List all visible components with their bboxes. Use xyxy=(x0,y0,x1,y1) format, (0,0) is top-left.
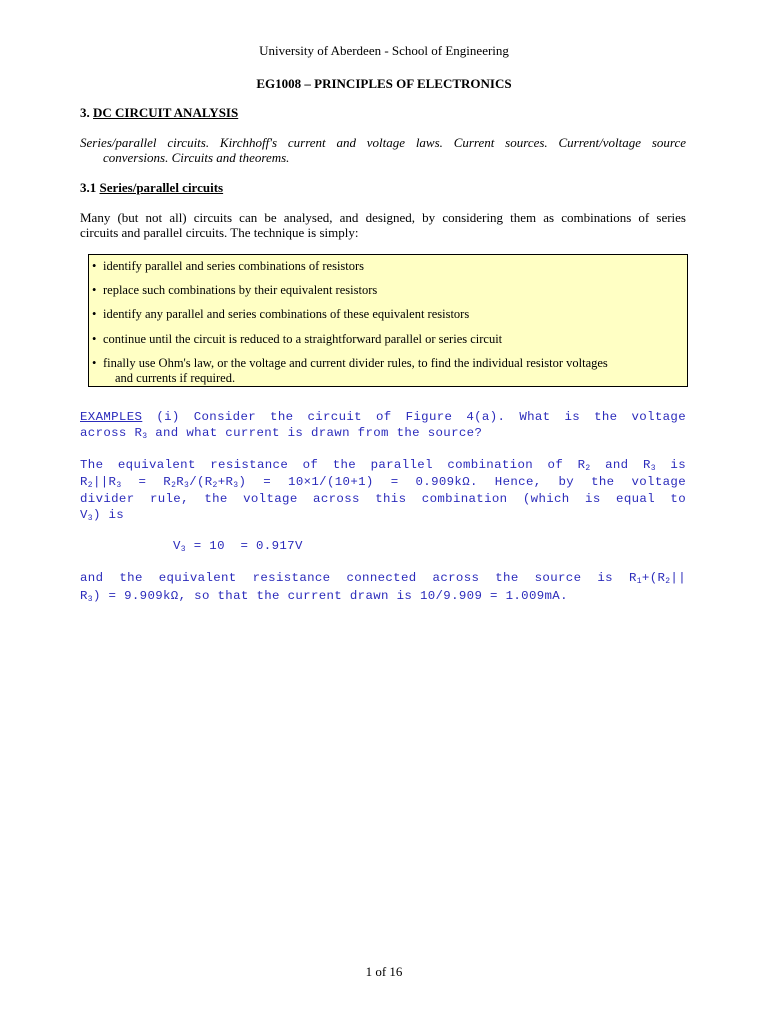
bullet-item: • identify any parallel and series combinations of these equivalent resistors xyxy=(92,307,470,321)
bullet-item: • replace such combinations by their equivalent resistors xyxy=(92,283,378,297)
bullet-icon: • xyxy=(92,332,97,346)
bullet-icon: • xyxy=(92,307,97,321)
section-number: 3. xyxy=(80,105,90,120)
voltage-equation: $V_3 = 10 = 0.917V$ xyxy=(173,539,303,554)
bullet-item: • identify parallel and series combinations of resistors xyxy=(92,259,365,273)
bullet-icon: • xyxy=(92,259,97,273)
example-answer-line4: $V_3$) is xyxy=(80,508,125,523)
subsection-title: Series/parallel circuits xyxy=(99,180,224,195)
bullet-icon: • xyxy=(92,283,97,297)
subsection-heading xyxy=(80,180,223,195)
section-synopsis-line2: conversions. Circuits and theorems. xyxy=(103,150,290,165)
course-title: EG1008 – PRINCIPLES OF ELECTRONICS xyxy=(256,76,512,91)
section-heading xyxy=(80,105,238,120)
example-answer-line1: The equivalent resistance of the parallel combination of $R_2$ and $R_3$ is xyxy=(80,458,686,473)
examples-label: EXAMPLES xyxy=(80,410,143,424)
page-number: 1 of 16 xyxy=(365,964,403,979)
bullet-item: • continue until the circuit is reduced to a straightforward parallel or series circuit xyxy=(92,332,503,346)
intro-line1: Many (but not all) circuits can be analysed, and designed, by considering them as combinations of series xyxy=(80,210,686,225)
example-answer2-line1: and the equivalent resistance connected across the source is $R_1+(R_2||$ xyxy=(80,571,686,586)
section-synopsis-line1: Series/parallel circuits. Kirchhoff's current and voltage laws. Current sources. Current/voltage source xyxy=(80,135,686,150)
section-title: DC CIRCUIT ANALYSIS xyxy=(93,105,239,120)
example-answer2-line2: $R_3) = 9.909k\Omega$, so that the current drawn is 10/9.909 = 1.009mA. xyxy=(80,589,568,604)
technique-box xyxy=(88,254,688,387)
institution-header: University of Aberdeen - School of Engineering xyxy=(259,43,509,58)
bullet-item-continuation: and currents if required. xyxy=(115,371,236,385)
example-question-line2: across $R_3$ and what current is drawn from the source? xyxy=(80,426,483,441)
example-question-line1: EXAMPLES (i) Consider the circuit of Figure 4(a). What is the voltage xyxy=(80,410,686,424)
example-answer-line2: $R_2||R_3 = R_2R_3/(R_2+R_3) = 10\times 1/(10+1) = 0.909k\Omega$. Hence, by the voltage xyxy=(80,475,686,490)
subsection-number: 3.1 xyxy=(80,180,97,195)
bullet-item: • finally use Ohm's law, or the voltage and current divider rules, to find the individual resistor voltages xyxy=(92,356,608,370)
example-answer-line3: divider rule, the voltage across this combination (which is equal to xyxy=(80,492,686,506)
intro-line2: circuits and parallel circuits. The technique is simply: xyxy=(80,225,359,240)
bullet-icon: • xyxy=(92,356,97,370)
